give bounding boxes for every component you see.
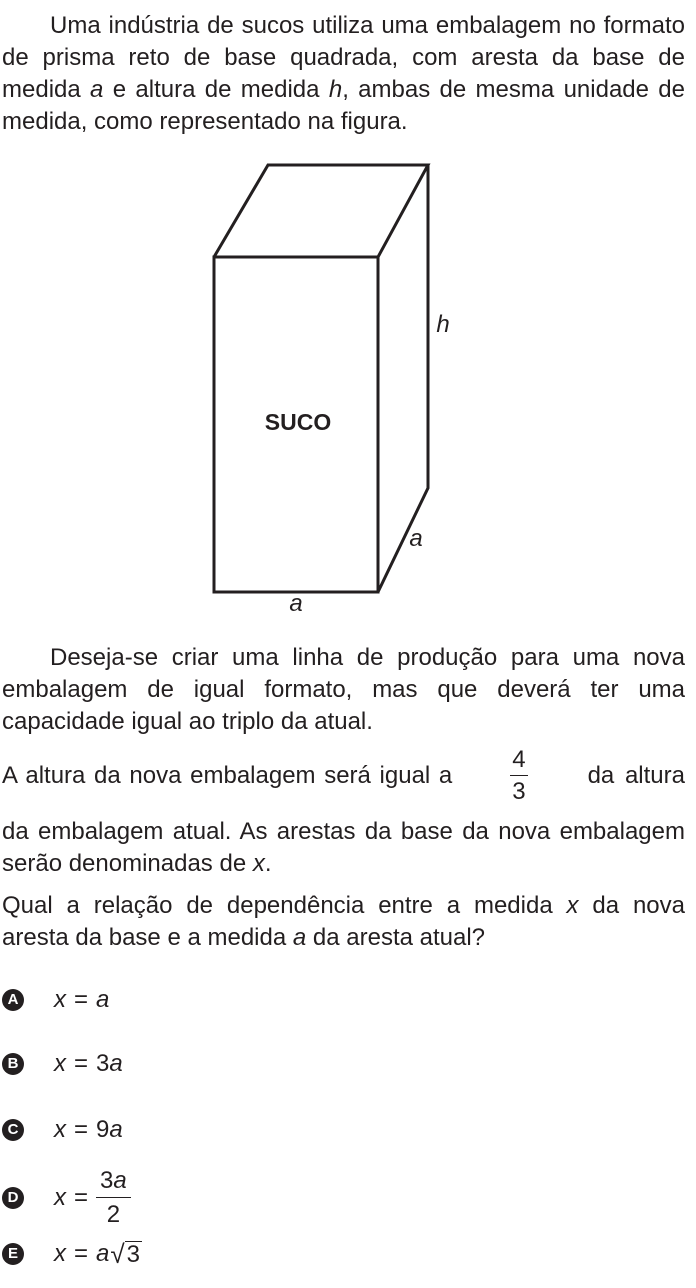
problem-var-x: x — [252, 850, 265, 877]
problem-paragraph-2 — [2, 816, 685, 880]
prism-top-face — [214, 165, 428, 257]
option-c-lhs: x — [54, 1116, 66, 1143]
fraction-denominator: 3 — [512, 778, 526, 805]
option-a-eq: = — [74, 986, 89, 1013]
option-d-numerator — [96, 1169, 131, 1198]
option-a-badge[interactable]: A — [2, 989, 24, 1011]
option-d-denominator: 2 — [106, 1201, 121, 1228]
prism-width-label: a — [289, 590, 303, 617]
intro-var-a: a — [90, 76, 104, 103]
option-c-coef: 9 — [96, 1116, 110, 1143]
problem-paragraph-1: Deseja-se criar uma linha de produção para uma nova embalagem de igual formato, mas que deverá ter uma capacidade igual ao triplo da atual. — [2, 644, 685, 735]
option-d-fraction — [96, 1169, 131, 1227]
option-d-num-var: a — [113, 1167, 127, 1194]
prism-height-label: h — [436, 311, 450, 338]
intro-paragraph — [2, 10, 685, 138]
option-b-var: a — [109, 1050, 123, 1077]
option-d-badge[interactable]: D — [2, 1187, 24, 1209]
sqrt-sign-icon: √ — [110, 1239, 125, 1270]
option-c-expression — [54, 1116, 123, 1144]
intro-text-2: e altura de medida — [103, 76, 329, 103]
intro-var-h: h — [328, 76, 343, 103]
option-e-badge[interactable]: E — [2, 1243, 24, 1265]
option-c[interactable] — [0, 1110, 400, 1150]
prism-front-label: SUCO — [264, 409, 332, 435]
option-d-expression — [54, 1169, 131, 1227]
fraction-numerator: 4 — [510, 748, 527, 776]
option-e-eq: = — [74, 1240, 89, 1267]
intro-text-3: , ambas de mesma unidade de medida, como representado na figura. — [2, 76, 685, 135]
prism-depth-label: a — [409, 525, 423, 552]
option-c-var: a — [109, 1116, 123, 1143]
option-a-lhs: x — [54, 986, 66, 1013]
question-var-x: x — [566, 892, 579, 919]
option-c-badge[interactable]: C — [2, 1119, 24, 1141]
option-e-var: a — [96, 1240, 110, 1267]
question-text-3: da aresta atual? — [306, 924, 486, 951]
option-b-expression — [54, 1050, 123, 1078]
option-d-eq: = — [74, 1184, 89, 1211]
option-e[interactable] — [0, 1234, 400, 1274]
option-b-lhs: x — [54, 1050, 66, 1077]
option-d-num-coef: 3 — [100, 1167, 114, 1194]
option-e-expression — [54, 1240, 142, 1268]
problem-text-c: da embalagem atual. As arestas da base da nova embalagem serão denominadas de — [2, 818, 685, 877]
option-b-eq: = — [74, 1050, 89, 1077]
prism-figure — [0, 150, 696, 630]
problem-text-b-start: A altura da nova embalagem será igual a — [2, 762, 453, 789]
question-text-1: Qual a relação de dependência entre a medida — [2, 892, 567, 919]
option-b-badge[interactable]: B — [2, 1053, 24, 1075]
prism-diagram — [0, 150, 696, 630]
question-text-2: da nova aresta da base e a medida — [2, 892, 685, 951]
option-e-radicand: 3 — [126, 1240, 141, 1268]
option-a[interactable] — [0, 980, 400, 1020]
option-a-expression — [54, 986, 109, 1014]
problem-text-c-end: . — [264, 850, 272, 877]
intro-text-1: Uma indústria de sucos utiliza uma embalagem no formato de prisma reto de base quadrada, com aresta da base de medida — [2, 12, 685, 103]
option-a-rhs: a — [96, 986, 110, 1013]
option-b-coef: 3 — [96, 1050, 110, 1077]
question-paragraph — [2, 890, 685, 954]
option-d[interactable] — [0, 1168, 400, 1228]
option-c-eq: = — [74, 1116, 89, 1143]
problem-fraction-line — [2, 748, 685, 804]
option-d-lhs: x — [54, 1184, 66, 1211]
question-var-a: a — [292, 924, 307, 951]
option-e-sqrt — [110, 1239, 142, 1270]
height-ratio-fraction — [510, 748, 527, 804]
option-e-lhs: x — [54, 1240, 66, 1267]
problem-text-b-end: da altura — [587, 762, 685, 789]
option-b[interactable] — [0, 1044, 400, 1084]
